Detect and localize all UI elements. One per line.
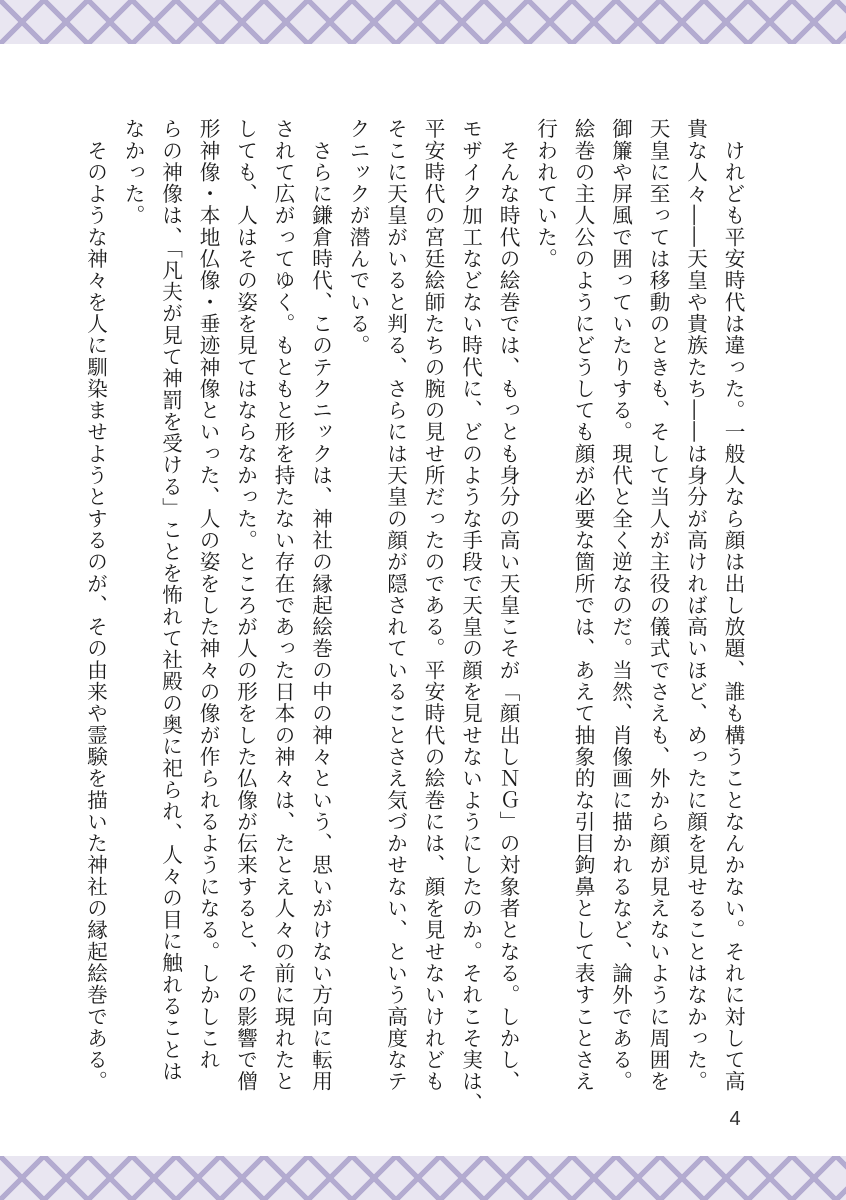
decorative-border-bottom: [0, 1156, 846, 1200]
text-line: けれども平安時代は違った。一般人なら顔は出し放題、誰も構うことなんかない。それに対して高: [721, 118, 745, 1093]
text-line: さらに鎌倉時代、このテクニックは、神社の縁起絵巻の中の神々という、思いがけない方向に転用: [308, 118, 333, 1093]
text-line: らの神像は、「凡夫が見て神罰を受ける」ことを怖れて社殿の奥に祀られ、人々の目に触れることは: [158, 118, 183, 1082]
text-line: クニックが潜んでいる。: [346, 118, 370, 357]
text-line: 絵巻の主人公のようにどうしても顔が必要な箇所では、あえて抽象的な引目鉤鼻として表すことさえ: [571, 118, 595, 1093]
text-line: モザイク加工などない時代に、どのような手段で天皇の顔を見せないようにしたのか。それこそ実は、: [458, 118, 483, 1114]
text-line: なかった。: [121, 118, 145, 227]
text-line: 形神像・本地仏像・垂迹神像といった、人の姿をした神々の像が作られるようになる。しかしこれ: [196, 118, 220, 1071]
text-line: 平安時代の宮廷絵師たちの腕の見せ所だったのである。平安時代の絵巻には、顔を見せないけれども: [421, 118, 445, 1093]
page-number: 4: [729, 1108, 741, 1130]
text-line: 御簾や屏風で囲っていたりする。現代と全く逆なのだ。当然、肖像画に描かれるなど、論外である。: [608, 118, 633, 1093]
text-line: そのような神々を人に馴染ませようとするのが、その由来や霊験を描いた神社の縁起絵巻である。: [83, 118, 108, 1093]
text-line: そこに天皇がいると判る、さらには天皇の顔が隠されていることさえ気づかせない、という高度なテ: [383, 118, 408, 1093]
text-line: 行われていた。: [533, 118, 558, 270]
text-line: そんな時代の絵巻では、もっとも身分の高い天皇こそが「顔出しＮＧ」の対象者となる。しかし、: [496, 118, 520, 1093]
text-line: されて広がってゆく。もともと形を持たない存在であった日本の神々は、たとえ人々の前に現れたと: [271, 118, 295, 1093]
text-line: 天皇に至っては移動のときも、そして当人が主役の儀式でさえも、外から顔が見えないように周囲を: [646, 118, 670, 1093]
text-line: 貴な人々――天皇や貴族たち――は身分が高ければ高いほど、めったに顔を見せることはなかった。: [683, 118, 708, 1093]
vertical-body-text: [83, 118, 746, 1114]
text-line: しても、人はその姿を見てはならなかった。ところが人の形をした仏像が伝来すると、その影響で僧: [233, 118, 258, 1093]
decorative-border-top: [0, 0, 846, 44]
